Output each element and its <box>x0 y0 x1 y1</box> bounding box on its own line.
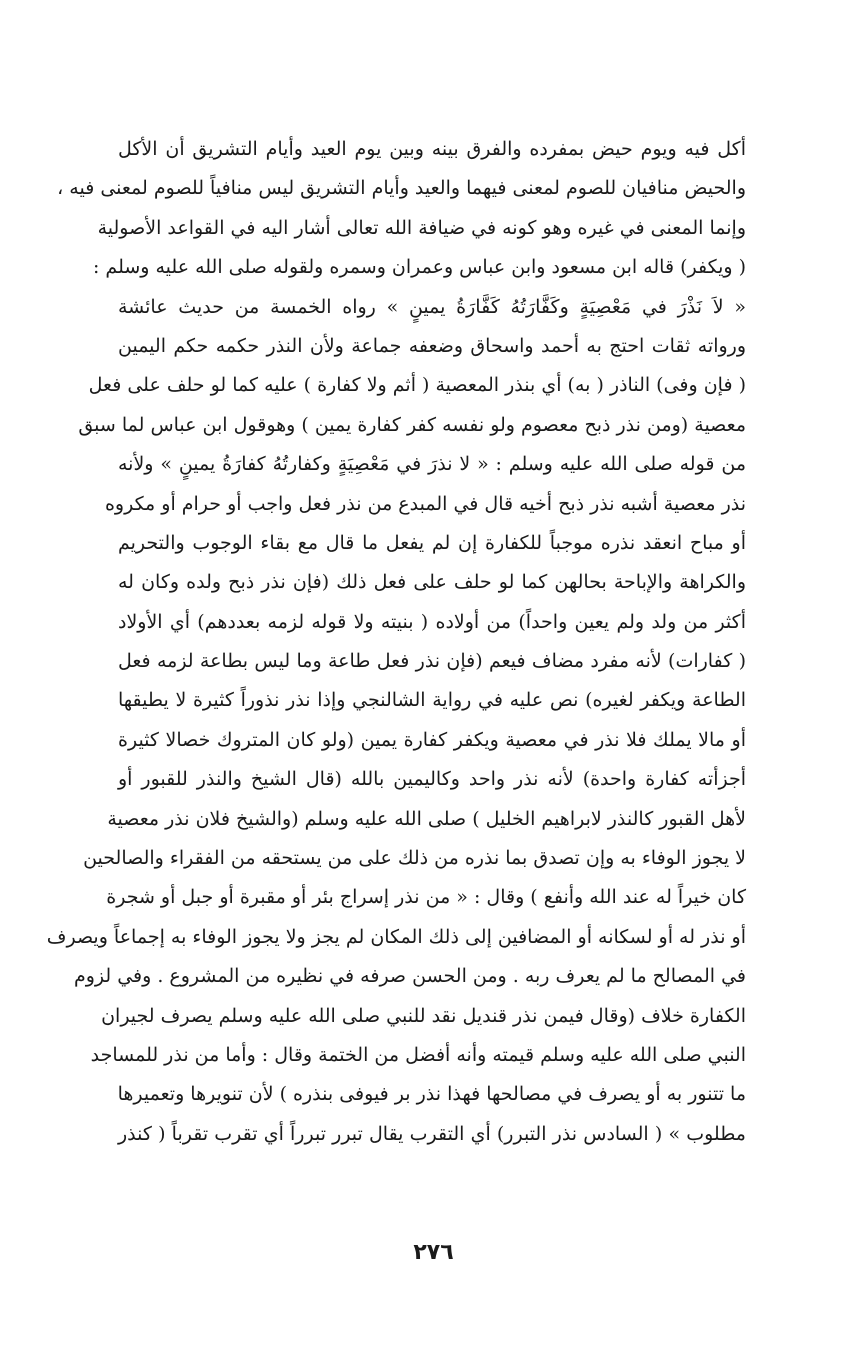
text-line: في المصالح ما لم يعرف ربه . ومن الحسن صرفه في نظيره من المشروع . وفي لزوم <box>73 965 746 988</box>
text-line: والحيض منافيان للصوم لمعنى فيهما والعيد وأيام التشريق ليس منافياً للصوم لمعنى فيه ، <box>57 177 746 200</box>
text-line: لا يجوز الوفاء به وإن تصدق بما نذره من ذلك على من يستحقه من الفقراء والصالحين <box>83 847 746 870</box>
text-line: أكثر من ولد ولم يعين واحداً) من أولاده ( بنيته ولا قوله لزمه بعددهم) أي الأولاد <box>118 610 746 633</box>
text-line: معصية (ومن نذر ذبح معصوم ولو نفسه كفر كفارة يمين ) وهوقول ابن عباس لما سبق <box>78 413 746 436</box>
text-line: أو مباح انعقد نذره موجباً للكفارة إن لم يفعل ما قال مع بقاء الوجوب والتحريم <box>118 531 746 554</box>
text-line: الطاعة ويكفر لغيره) نص عليه في رواية الشالنجي وإذا نذر نذوراً كثيرة لا يطيقها <box>118 689 746 712</box>
text-line: أو نذر له أو لسكانه أو المضافين إلى ذلك المكان لم يجز ولا يجوز الوفاء به إجماعاً ويصرف <box>46 925 746 948</box>
text-line: أجزأته كفارة واحدة) لأنه نذر واحد وكاليمين بالله (قال الشيخ والنذر للقبور أو <box>118 768 746 791</box>
text-line: نذر معصية أشبه نذر ذبح أخيه قال في المبدع من نذر فعل واجب أو حرام أو مكروه <box>104 492 746 515</box>
text-line: أكل فيه ويوم حيض بمفرده والفرق بينه وبين يوم العيد وأيام التشريق أن الأكل <box>118 138 746 160</box>
text-line: والكراهة والإباحة بحالهن كما لو حلف على فعل ذلك (فإن نذر ذبح ولده وكان له <box>118 571 746 594</box>
page-number: ٢٧٦ <box>413 1240 454 1265</box>
text-line: النبي صلى الله عليه وسلم قيمته وأنه أفضل من الختمة وقال : وأما من نذر للمساجد <box>90 1043 746 1066</box>
text-line: « لاَ نَذْرَ في مَعْصِيَةٍ وكَفَّارَتُهُ كَفَّارَةُ يمينٍ » رواه الخمسة من حديث عائشة <box>118 295 746 318</box>
text-line: ورواته ثقات احتج به أحمد واسحاق وضعفه جماعة ولأن النذر حكمه حكم اليمين <box>118 334 746 357</box>
text-line: ( ويكفر) قاله ابن مسعود وابن عباس وعمران وسمره ولقوله صلى الله عليه وسلم : <box>92 256 746 279</box>
text-line: ( فإن وفى) الناذر ( به) أي بنذر المعصية ( أثم ولا كفارة ) عليه كما لو حلف على فعل <box>88 374 746 397</box>
text-line: وإنما المعنى في غيره وهو كونه في ضيافة الله تعالى أشار اليه في القواعد الأصولية <box>97 216 746 239</box>
text-line: مطلوب » ( السادس نذر التبرر) أي التقرب يقال تبرر تبرراً أي تقرب تقرباً ( كنذر <box>118 1122 746 1145</box>
text-line: من قوله صلى الله عليه وسلم : « لا نذرَ في مَعْصِيَةٍ وكفارتُهُ كفارَةُ يمينٍ » ولأنه <box>118 453 746 476</box>
text-line: أو مالا يملك فلا نذر في معصية ويكفر كفارة يمين (ولو كان المتروك خصالا كثيرة <box>118 728 746 751</box>
text-line: ما تتنور به أو يصرف في مصالحها فهذا نذر بر فيوفى بنذره ) لأن تنويرها وتعميرها <box>117 1083 746 1106</box>
body-text <box>46 130 746 1154</box>
text-line: ( كفارات) لأنه مفرد مضاف فيعم (فإن نذر فعل طاعة وما ليس بطاعة لزمه فعل <box>118 650 746 673</box>
text-line: كان خيراً له عند الله وأنفع ) وقال : « من نذر إسراج بئر أو مقبرة أو جبل أو شجرة <box>106 886 746 909</box>
text-line: الكفارة خلاف (وقال فيمن نذر قنديل نقد للنبي صلى الله عليه وسلم يصرف لجيران <box>101 1004 746 1027</box>
text-line: لأهل القبور كالنذر لابراهيم الخليل ) صلى الله عليه وسلم (والشيخ فلان نذر معصية <box>107 807 746 830</box>
